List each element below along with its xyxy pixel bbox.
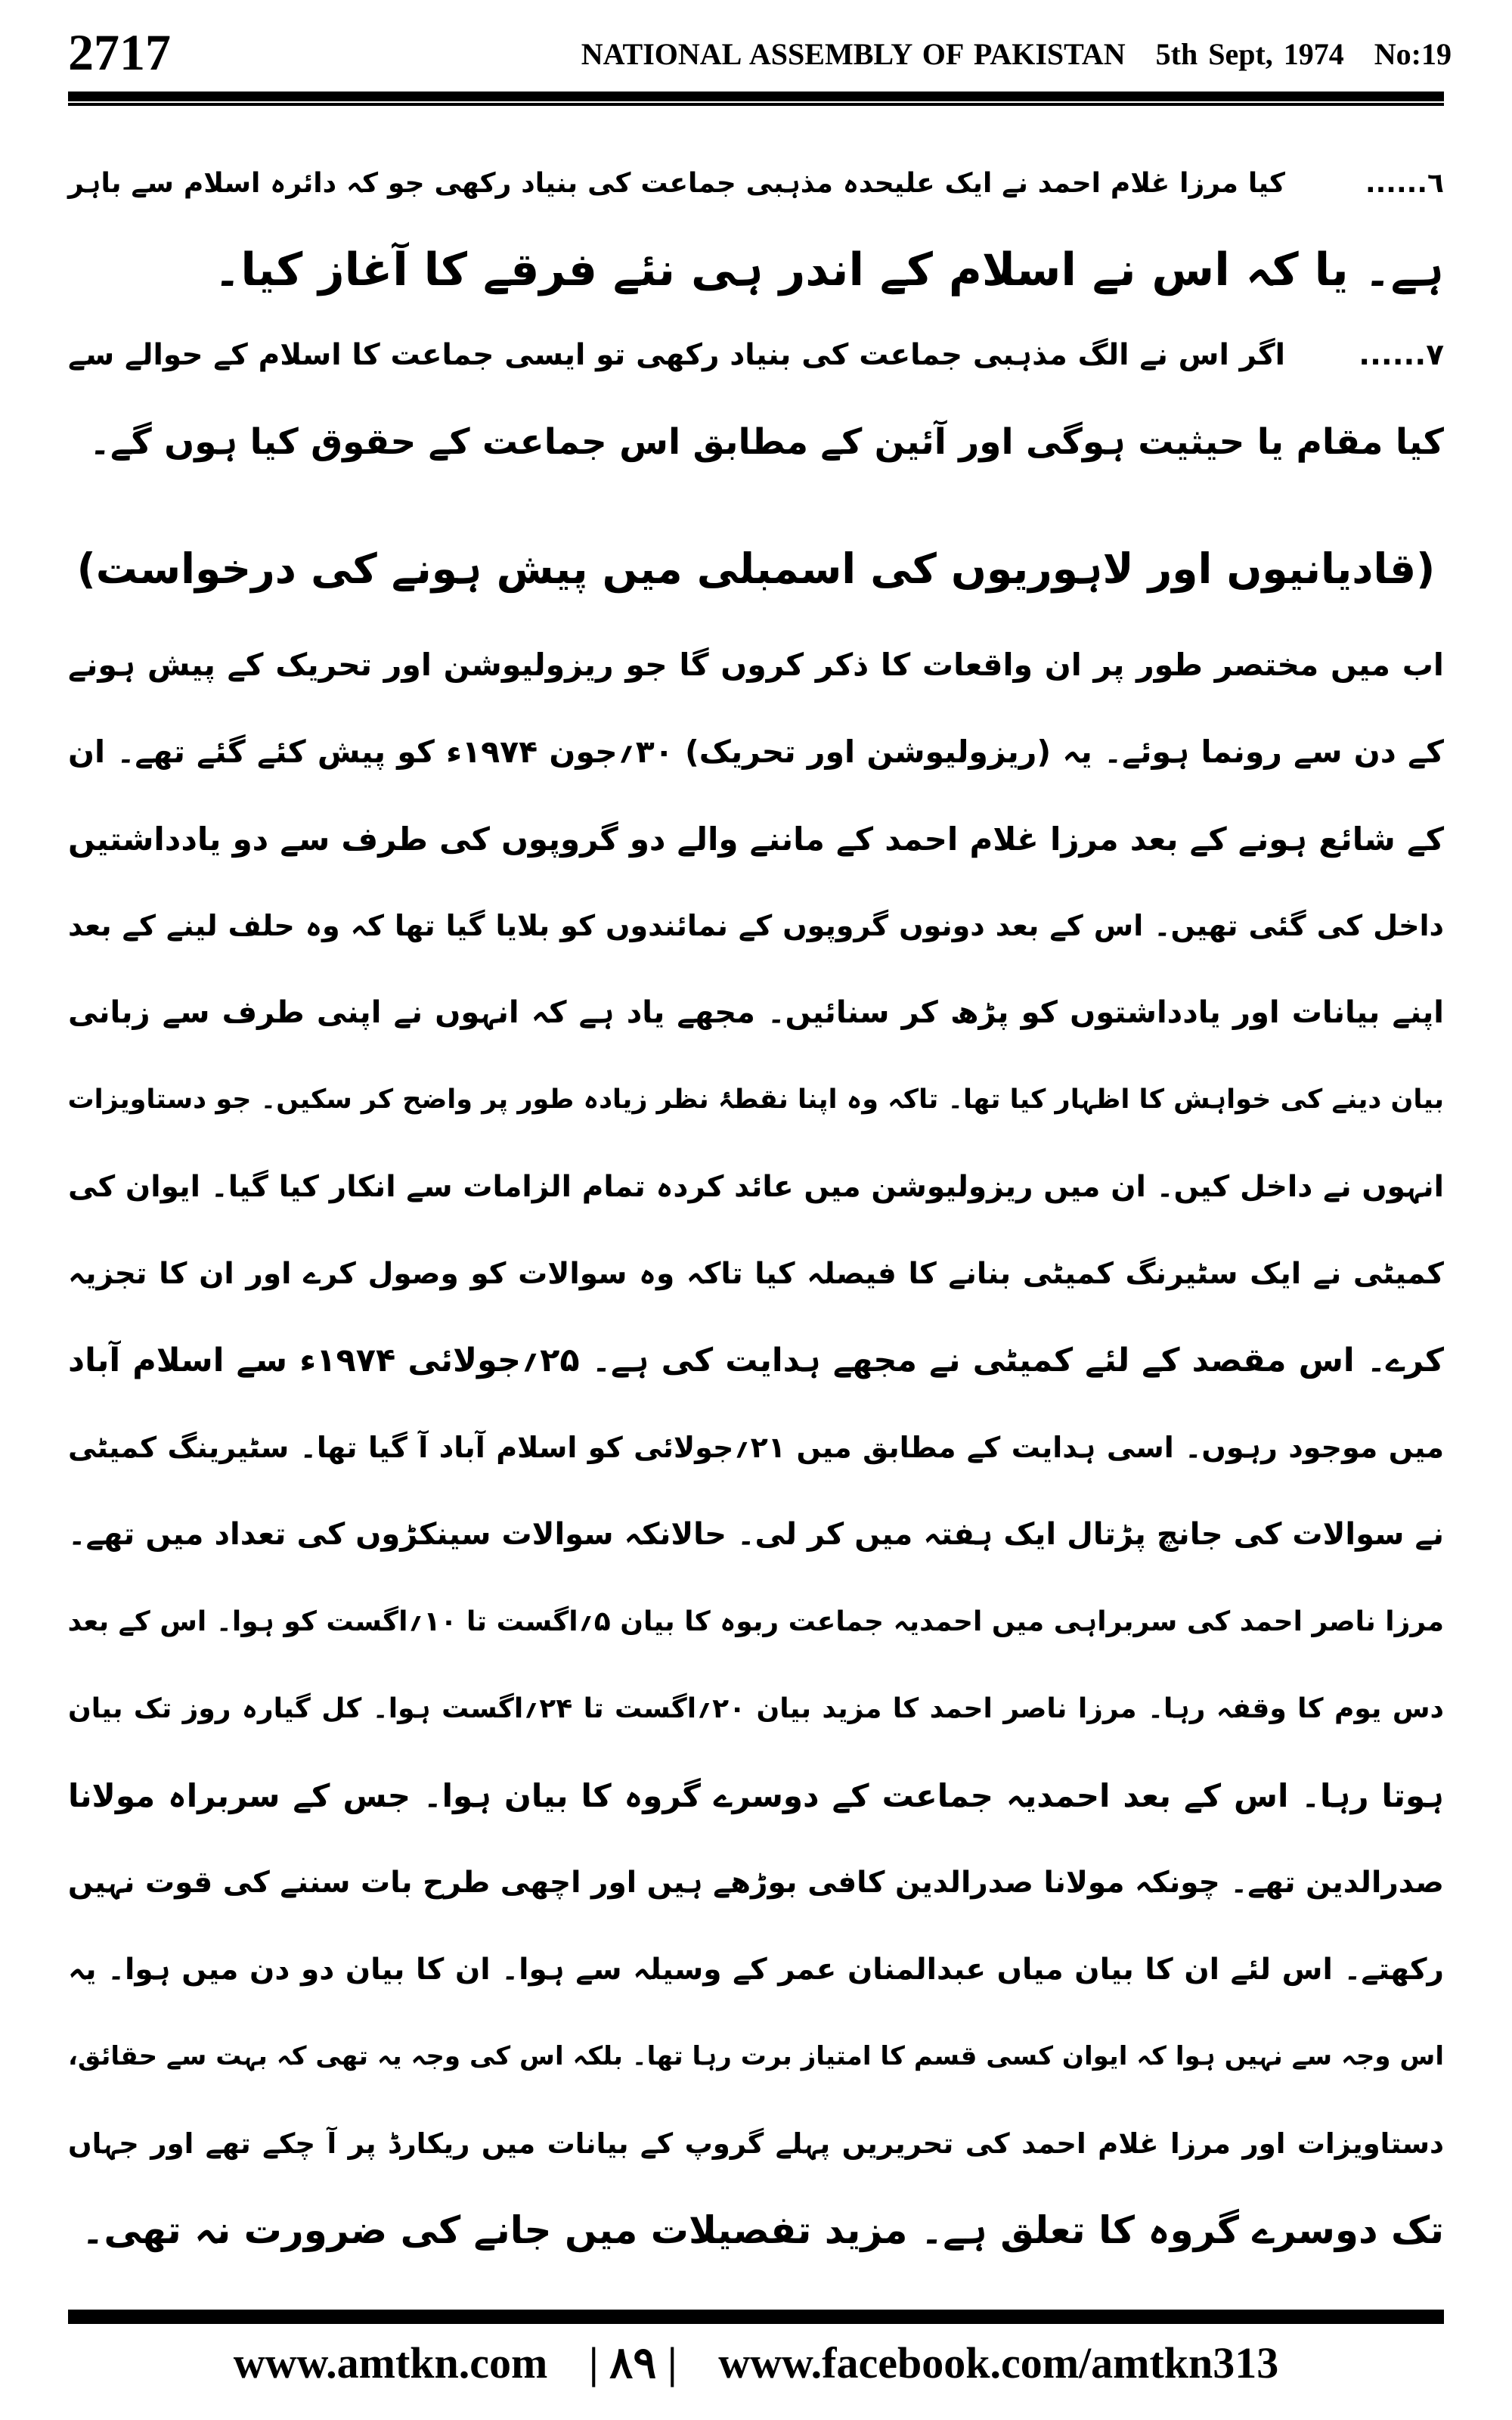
header-rule-thin <box>68 103 1444 106</box>
body-line: اس وجہ سے نہیں ہوا کہ ایوان کسی قسم کا امتیاز برت رہا تھا۔ بلکہ اس کی وجہ یہ تھی کہ بہت سے حقائق، <box>68 2041 1444 2071</box>
question-number: ۷...... <box>1359 338 1444 372</box>
body-line: دس یوم کا وقفہ رہا۔ مرزا ناصر احمد کا مزید بیان ۲۰؍اگست تا ۲۴؍اگست ہوا۔ کل گیارہ روز تک بیان <box>68 1693 1444 1724</box>
page-number: 2717 <box>68 23 171 81</box>
body-line: ہوتا رہا۔ اس کے بعد احمدیہ جماعت کے دوسرے گروہ کا بیان ہوا۔ جس کے سربراہ مولانا <box>68 1777 1444 1814</box>
body-line: کمیٹی نے ایک سٹیرنگ کمیٹی بنانے کا فیصلہ کیا تاکہ وہ سوالات کو وصول کرے اور ان کا تجزیہ <box>68 1257 1444 1291</box>
footer-rule <box>68 2310 1444 2324</box>
question-number: ٦...... <box>1365 168 1444 199</box>
body-line: داخل کی گئی تھیں۔ اس کے بعد دونوں گروپوں کے نمائندوں کو بلایا گیا تھا کہ وہ حلف لینے کے بعد <box>68 909 1444 942</box>
book-page-number: | ۸۹ | <box>588 2338 677 2387</box>
facebook-link[interactable]: www.facebook.com/amtkn313 <box>718 2338 1279 2387</box>
body-line: نے سوالات کی جانچ پڑتال ایک ہفتہ میں کر لی۔ حالانکہ سوالات سینکڑوں کی تعداد میں تھے۔ <box>68 1517 1444 1552</box>
body-line: کرے۔ اس مقصد کے لئے کمیٹی نے مجھے ہدایت کی ہے۔ ۲۵؍جولائی ۱۹۷۴ء سے اسلام آباد <box>68 1342 1444 1379</box>
body-line: تک دوسرے گروہ کا تعلق ہے۔ مزید تفصیلات میں جانے کی ضرورت نہ تھی۔ <box>82 2208 1444 2252</box>
page-footer <box>0 2337 1512 2388</box>
body-line: انہوں نے داخل کیں۔ ان میں ریزولیوشن میں عائد کردہ تمام الزامات سے انکار کیا گیا۔ ایوان کی <box>68 1170 1444 1204</box>
body-line: کے دن سے رونما ہوئے۔ یہ (ریزولیوشن اور تحریک) ۳۰؍جون ۱۹۷۴ء کو پیش کئے گئے تھے۔ ان <box>68 734 1444 770</box>
body-line: اپنے بیانات اور یادداشتوں کو پڑھ کر سنائیں۔ مجھے یاد ہے کہ انہوں نے اپنی طرف سے زبانی <box>68 995 1444 1030</box>
website-link[interactable]: www.amtkn.com <box>233 2338 548 2387</box>
body-line: مرزا ناصر احمد کی سربراہی میں احمدیہ جماعت ربوہ کا بیان ۵؍اگست تا ۱۰؍اگست کو ہوا۔ اس کے بعد <box>67 1606 1444 1637</box>
body-line: کے شائع ہونے کے بعد مرزا غلام احمد کے ماننے والے دو گروپوں کی طرف سے دو یادداشتیں <box>68 821 1444 858</box>
question-6-line-1 <box>68 140 1444 227</box>
question-7-line-1 <box>68 312 1444 399</box>
body-line: اب میں مختصر طور پر ان واقعات کا ذکر کروں گا جو ریزولیوشن اور تحریک کے پیش ہونے <box>68 647 1444 683</box>
body-line: بیان دینے کی خواہش کا اظہار کیا تھا۔ تاکہ وہ اپنا نقطۂ نظر زیادہ طور پر واضح کر سکیں۔ جو دستاویزات <box>67 1084 1444 1115</box>
question-text: اگر اس نے الگ مذہبی جماعت کی بنیاد رکھی تو ایسی جماعت کا اسلام کے حوالے سے <box>68 338 1285 372</box>
question-7-line-2: کیا مقام یا حیثیت ہوگی اور آئین کے مطابق اس جماعت کے حقوق کیا ہوں گے۔ <box>89 421 1444 463</box>
body-line: دستاویزات اور مرزا غلام احمد کی تحریریں پہلے گروپ کے بیانات میں ریکارڈ پر آ چکے تھے اور جہاں <box>68 2127 1444 2160</box>
body-line: رکھتے۔ اس لئے ان کا بیان میاں عبدالمنان عمر کے وسیلہ سے ہوا۔ ان کا بیان دو دن میں ہوا۔ یہ <box>68 1953 1444 1987</box>
body-line: میں موجود رہوں۔ اسی ہدایت کے مطابق میں ۲۱؍جولائی کو اسلام آباد آ گیا تھا۔ سٹیرینگ کمیٹی <box>68 1431 1445 1464</box>
assembly-name: NATIONAL ASSEMBLY OF PAKISTAN <box>581 37 1126 71</box>
issue-number: No:19 <box>1374 37 1452 71</box>
header-rule-thick <box>68 92 1444 101</box>
body-line: صدرالدین تھے۔ چونکہ مولانا صدرالدین کافی بوڑھے ہیں اور اچھی طرح بات سننے کی قوت نہیں <box>67 1866 1444 1900</box>
section-heading: (قادیانیوں اور لاہوریوں کی اسمبلی میں پیش ہونے کی درخواست) <box>76 544 1436 593</box>
question-6-line-2: ہے۔ یا کہ اس نے اسلام کے اندر ہی نئے فرقے کا آغاز کیا۔ <box>214 244 1444 296</box>
session-date: 5th Sept, 1974 <box>1155 37 1344 71</box>
question-text: کیا مرزا غلام احمد نے ایک علیحدہ مذہبی جماعت کی بنیاد رکھی جو کہ دائرہ اسلام سے باہر <box>68 168 1285 199</box>
header-title <box>551 36 1452 72</box>
